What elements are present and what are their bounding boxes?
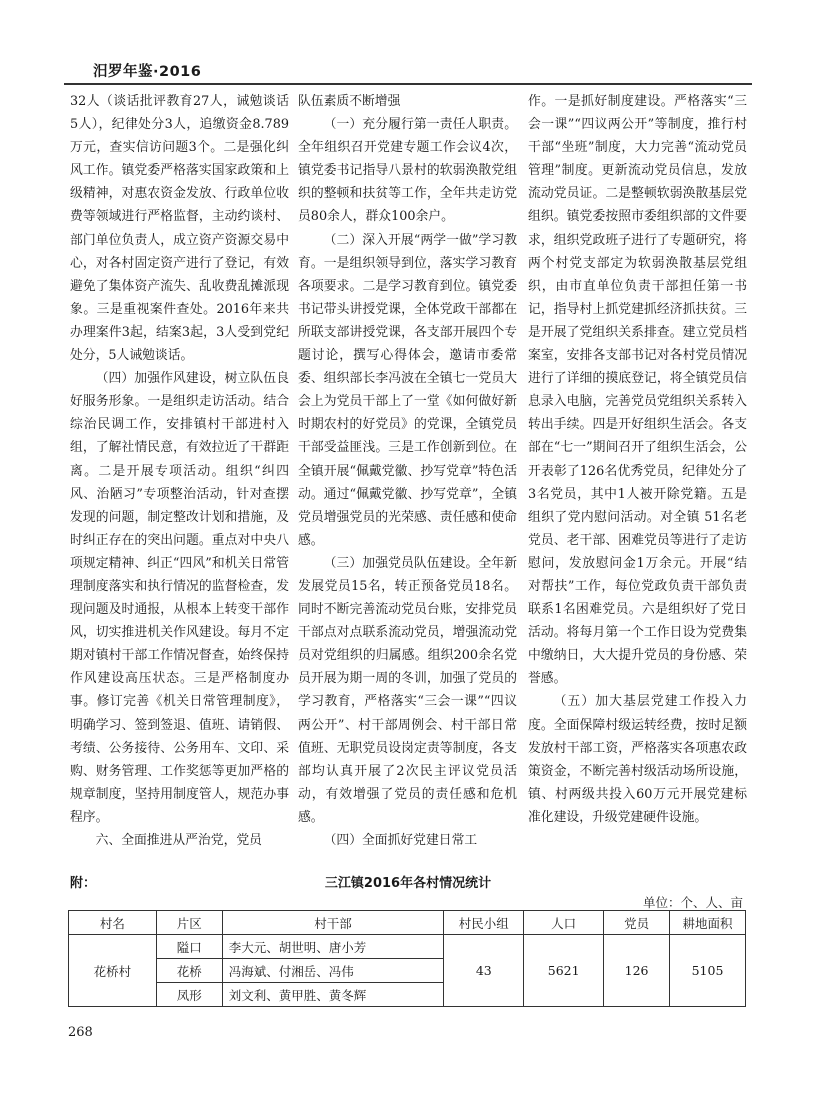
table-header-row	[69, 911, 746, 935]
cadres-cell: 李大元、胡世明、唐小芳	[222, 935, 444, 959]
appendix-label: 附：	[70, 876, 97, 891]
page-number: 268	[68, 1025, 93, 1040]
paragraph: 32人（谈话批评教育27人，诫勉谈话5人），纪律处分3人，追缴资金8.789万元，查实信访问题3个。二是强化纠风工作。镇党委严格落实国家政策和上级精神，对惠农资金发放、行政单位收费等领域进行严格监督，主动约谈村、部门单位负责人，成立资产资源交易中心，对各村固定资产进行了登记，有效避免了集体资产流失、乱收费乱摊派现象。三是重视案件查处。2016年来共办理案件3起，结案3起，3人受到党纪处分，5人诫勉谈话。	[70, 94, 289, 364]
header-village: 村名	[69, 911, 157, 935]
area-cell: 隘口	[156, 935, 222, 959]
paragraph: 队伍素质不断增强	[298, 94, 401, 109]
paragraph: （一）充分履行第一责任人职责。全年组织召开党建专题工作会议4次，镇党委书记指导八景村的软弱涣散党组织的整顿和扶贫等工作，全年共走访党员80余人，群众100余户。	[298, 117, 517, 225]
text-column-1	[70, 90, 289, 852]
cadres-cell: 刘文利、黄甲胜、黄冬辉	[222, 983, 444, 1007]
table-units: 单位：个、人、亩	[642, 895, 743, 910]
header-rule	[64, 83, 752, 85]
area-cell: 凤形	[156, 983, 222, 1007]
text-column-3	[528, 90, 747, 829]
text-column-2	[298, 90, 517, 852]
header-cadres: 村干部	[222, 911, 444, 935]
header-population: 人口	[524, 911, 604, 935]
party-members-cell: 126	[604, 935, 670, 1007]
table-title: 三江镇2016年各村情况统计	[324, 876, 492, 891]
running-header-title: 汨罗年鉴·2016	[93, 64, 202, 80]
farmland-cell: 5105	[670, 935, 746, 1007]
cadres-cell: 冯海斌、付湘岳、冯伟	[222, 959, 444, 983]
header-farmland: 耕地面积	[670, 911, 746, 935]
paragraph: （五）加大基层党建工作投入力度。全面保障村级运转经费，按时足额发放村干部工资，严格落实各项惠农政策资金，不断完善村级活动场所设施，镇、村两级共投入60万元开展党建标准化建设，升级党建硬件设施。	[528, 694, 747, 825]
table-row	[69, 935, 746, 959]
header-area: 片区	[156, 911, 222, 935]
paragraph: （三）加强党员队伍建设。全年新发展党员15名，转正预备党员18名。同时不断完善流动党员台账，安排党员干部点对点联系流动党员，增强流动党员对党组织的归属感。组织200余名党员开展为期一周的冬训，加强了党员的学习教育，严格落实“三会一课”“四议两公开”、村干部周例会、村干部日常值班、无职党员设岗定责等制度，各支部均认真开展了2次民主评议党员活动，有效增强了党员的责任感和危机感。	[298, 555, 517, 825]
paragraph: 作。一是抓好制度建设。严格落实“三会一课”“四议两公开”等制度，推行村干部“坐班”制度，大力完善“流动党员管理”制度。更新流动党员信息，发放流动党员证。二是整顿软弱涣散基层党组织。镇党委按照市委组织部的文件要求，组织党政班子进行了专题研究，将两个村党支部定为软弱涣散基层党组织，由市直单位负责干部担任第一书记，指导村上抓党建抓经济抓扶贫。三是开展了党组织关系排查。建立党员档案室，安排各支部书记对各村党员情况进行了详细的摸底登记，将全镇党员信息录入电脑，完善党员党组织关系转入转出手续。四是开好组织生活会。各支部在“七一”期间召开了组织生活会，公开表彰了126名优秀党员，纪律处分了3名党员，其中1人被开除党籍。五是组织了党内慰问活动。对全镇 51名老党员、老干部、困难党员等进行了走访慰问，发放慰问金1万余元。开展“结对帮扶”工作，每位党政负责干部负责联系1名困难党员。六是组织好了党日活动。将每月第一个工作日设为党费集中缴纳日，大大提升党员的身份感、荣誉感。	[528, 94, 747, 687]
header-groups: 村民小组	[444, 911, 524, 935]
paragraph: （四）加强作风建设，树立队伍良好服务形象。一是组织走访活动。结合综治民调工作，安排镇村干部进村入组，了解社情民意，有效拉近了干群距离。二是开展专项活动。组织“纠四风、治陋习”专项整治活动，针对查摆发现的问题，制定整改计划和措施，及时纠正存在的突出问题。重点对中央八项规定精神、纠正“四风”和机关日常管理制度落实和执行情况的监督检查，发现问题及时通报，从根本上转变干部作风，切实推进机关作风建设。每月不定期对镇村干部工作情况督查，始终保持作风建设高压状态。三是严格制度办事。修订完善《机关日常管理制度》，明确学习、签到签退、值班、请销假、考绩、公务接待、公务用车、文印、采购、财务管理、工作奖惩等更加严格的规章制度，坚持用制度管人，规范办事程序。	[70, 371, 289, 825]
paragraph: 六、全面推进从严治党，党员	[95, 833, 262, 848]
village-stats-table	[68, 910, 746, 1007]
groups-cell: 43	[444, 935, 524, 1007]
paragraph: （二）深入开展“两学一做”学习教育。一是组织领导到位，落实学习教育各项要求。二是学习教育到位。镇党委书记带头讲授党课，全体党政干部都在所联支部讲授党课，各支部开展四个专题讨论，撰写心得体会，邀请市委常委、组织部长李冯波在全镇七一党员大会上为党员干部上了一堂《如何做好新时期农村的好党员》的党课，全镇党员干部受益匪浅。三是工作创新到位。在全镇开展“佩戴党徽、抄写党章”特色活动。通过“佩戴党徽、抄写党章”，全镇党员增强党员的光荣感、责任感和使命感。	[298, 232, 517, 548]
paragraph: （四）全面抓好党建日常工	[323, 833, 478, 848]
area-cell: 花桥	[156, 959, 222, 983]
header-party-members: 党员	[604, 911, 670, 935]
village-name-cell: 花桥村	[69, 935, 157, 1007]
population-cell: 5621	[524, 935, 604, 1007]
